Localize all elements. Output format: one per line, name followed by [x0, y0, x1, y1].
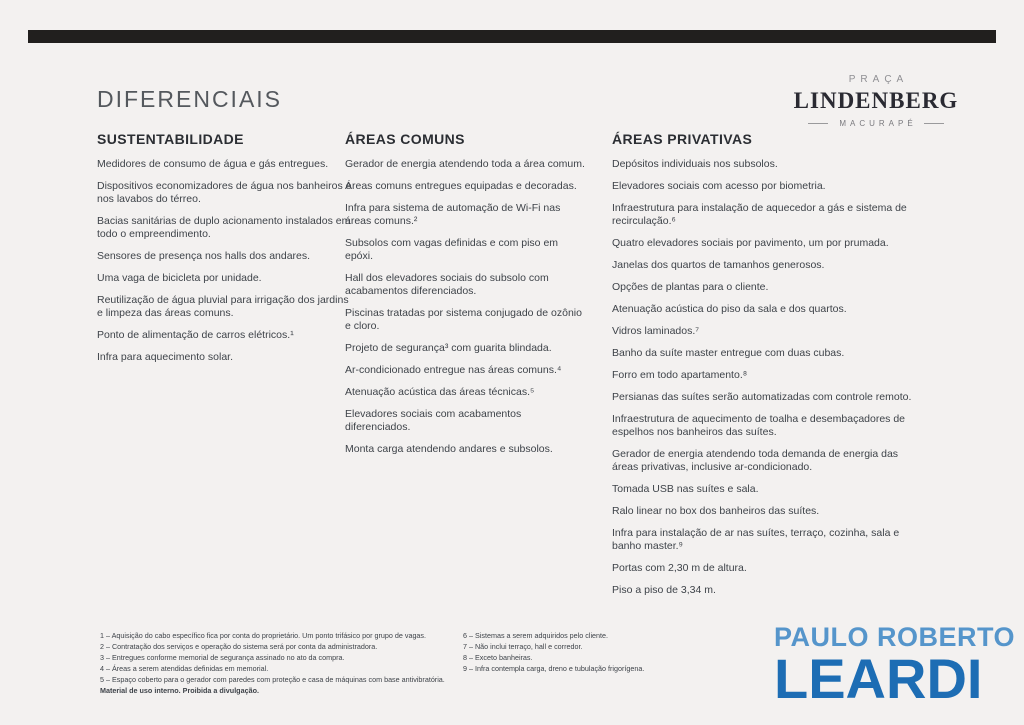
feature-list: [345, 158, 585, 456]
feature-item: Atenuação acústica das áreas técnicas.⁵: [345, 386, 535, 398]
feature-item: Elevadores sociais com acabamentos diferenciados.: [345, 408, 522, 433]
footnotes-left: [100, 630, 445, 696]
feature-list: [97, 158, 352, 364]
feature-item: Subsolos com vagas definidas e com piso em epóxi.: [345, 237, 559, 262]
lindenberg-logo-wordmark: LINDENBERG: [793, 88, 959, 113]
footnote-item: 2 – Contratação dos serviços e operação do sistema será por conta da administradora.: [100, 642, 378, 651]
footnote-item: 9 – Infra contempla carga, dreno e tubulação frigorígena.: [463, 664, 645, 673]
feature-item: Banho da suíte master entregue com duas cubas.: [612, 347, 845, 359]
footnotes-right: [463, 630, 644, 674]
feature-item: Infra para sistema de automação de Wi-Fi nas áreas comuns.²: [345, 202, 561, 227]
lindenberg-logo-subline: [786, 119, 966, 128]
feature-item: Reutilização de água pluvial para irrigação dos jardins e limpeza das áreas comuns.: [97, 294, 349, 319]
top-divider-bar: [28, 30, 996, 43]
footnote-item: 6 – Sistemas a serem adquiridos pelo cliente.: [463, 631, 609, 640]
page-title: DIFERENCIAIS: [97, 86, 283, 112]
column-areas-privativas: [612, 131, 917, 606]
column-header: ÁREAS PRIVATIVAS: [612, 131, 753, 147]
feature-item: Gerador de energia atendendo toda a área comum.: [345, 158, 585, 170]
feature-item: Infraestrutura de aquecimento de toalha e desembaçadores de espelhos nos banheiros das suítes.: [612, 413, 906, 438]
feature-item: Piso a piso de 3,34 m.: [612, 584, 716, 596]
feature-item: Portas com 2,30 m de altura.: [612, 562, 747, 574]
logo-rule-right: [924, 123, 944, 124]
leardi-logo: [774, 622, 1016, 710]
footnote-list: [463, 630, 644, 674]
feature-item: Forro em todo apartamento.⁸: [612, 369, 748, 381]
feature-item: Elevadores sociais com acesso por biometria.: [612, 180, 826, 192]
column-areas-comuns: [345, 131, 585, 465]
feature-item: Infraestrutura para instalação de aquecedor a gás e sistema de recirculação.⁶: [612, 202, 907, 227]
lindenberg-logo: [786, 74, 966, 128]
footnote-item: 1 – Aquisição do cabo específico fica por conta do proprietário. Um ponto trifásico por grupo de vagas.: [100, 631, 427, 640]
feature-list: [612, 158, 917, 597]
logo-rule-left: [808, 123, 828, 124]
feature-item: Tomada USB nas suítes e sala.: [612, 483, 759, 495]
footnote-item: 8 – Exceto banheiras.: [463, 653, 533, 662]
feature-item: Sensores de presença nos halls dos andares.: [97, 250, 311, 262]
column-sustentabilidade: [97, 131, 352, 373]
feature-item: Persianas das suítes serão automatizadas com controle remoto.: [612, 391, 912, 403]
feature-item: Vidros laminados.⁷: [612, 325, 700, 337]
footnote-item: 5 – Espaço coberto para o gerador com paredes com proteção e casa de máquinas com base antivibratória.: [100, 675, 445, 684]
feature-item: Depósitos individuais nos subsolos.: [612, 158, 778, 170]
feature-item: Opções de plantas para o cliente.: [612, 281, 769, 293]
lindenberg-logo-macurape: MACURAPÉ: [839, 119, 917, 128]
feature-item: Quatro elevadores sociais por pavimento, um por prumada.: [612, 237, 889, 249]
leardi-logo-paulo-roberto: PAULO ROBERTO: [774, 622, 1016, 652]
internal-use-disclaimer: Material de uso interno. Proibida a divulgação.: [100, 686, 259, 695]
feature-item: Ar-condicionado entregue nas áreas comuns.⁴: [345, 364, 562, 376]
feature-item: Uma vaga de bicicleta por unidade.: [97, 272, 262, 284]
feature-item: Ralo linear no box dos banheiros das suítes.: [612, 505, 820, 517]
feature-item: Atenuação acústica do piso da sala e dos quartos.: [612, 303, 847, 315]
footnote-item: 4 – Áreas a serem atendidas definidas em memorial.: [100, 664, 269, 673]
feature-item: Áreas comuns entregues equipadas e decoradas.: [345, 180, 577, 192]
feature-item: Ponto de alimentação de carros elétricos.¹: [97, 329, 294, 341]
feature-item: Infra para instalação de ar nas suítes, terraço, cozinha, sala e banho master.⁹: [612, 527, 900, 552]
column-header: ÁREAS COMUNS: [345, 131, 465, 147]
footnote-item: 7 – Não inclui terraço, hall e corredor.: [463, 642, 583, 651]
feature-item: Dispositivos economizadores de água nos banheiros e nos lavabos do térreo.: [97, 180, 352, 205]
leardi-logo-wordmark: LEARDI: [774, 647, 983, 710]
feature-item: Monta carga atendendo andares e subsolos.: [345, 443, 553, 455]
feature-item: Medidores de consumo de água e gás entregues.: [97, 158, 329, 170]
feature-item: Janelas dos quartos de tamanhos generosos.: [612, 259, 825, 271]
feature-item: Gerador de energia atendendo toda demanda de energia das áreas privativas, inclusive ar-condicionado.: [612, 448, 899, 473]
column-header: SUSTENTABILIDADE: [97, 131, 244, 147]
footnote-item: 3 – Entregues conforme memorial de segurança assinado no ato da compra.: [100, 653, 345, 662]
feature-item: Projeto de segurança³ com guarita blindada.: [345, 342, 552, 354]
feature-item: Hall dos elevadores sociais do subsolo com acabamentos diferenciados.: [345, 272, 549, 297]
feature-item: Piscinas tratadas por sistema conjugado de ozônio e cloro.: [345, 307, 582, 332]
footnote-list: [100, 630, 445, 685]
feature-item: Bacias sanitárias de duplo acionamento instalados em todo o empreendimento.: [97, 215, 351, 240]
feature-item: Infra para aquecimento solar.: [97, 351, 233, 363]
lindenberg-logo-praca: PRAÇA: [848, 74, 909, 85]
